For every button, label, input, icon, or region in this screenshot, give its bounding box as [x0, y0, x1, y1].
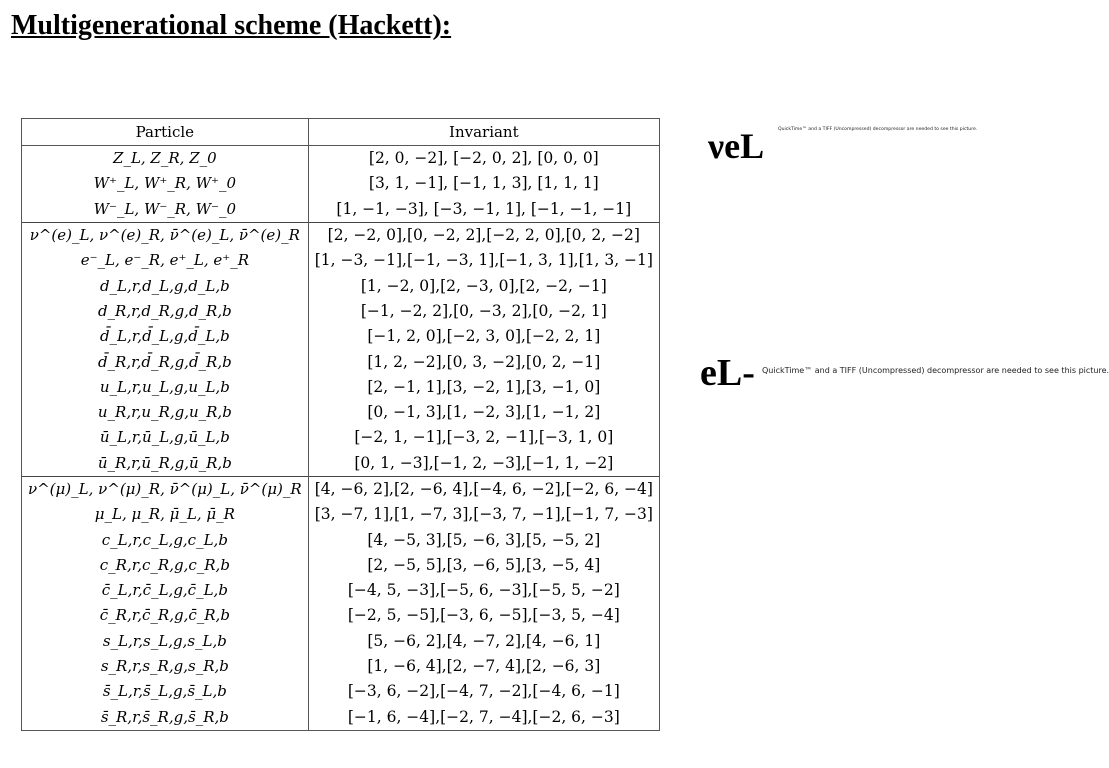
table-row [22, 654, 660, 679]
particle-cell: Z_L, Z_R, Z_0 [22, 146, 309, 172]
invariant-cell: [1, −1, −3], [−3, −1, 1], [−1, −1, −1] [308, 197, 659, 223]
table-row [22, 502, 660, 527]
particle-cell: W⁻_L, W⁻_R, W⁻_0 [22, 197, 309, 223]
invariant-cell: [1, −3, −1],[−1, −3, 1],[−1, 3, 1],[1, 3, −1] [308, 248, 659, 273]
table-row [22, 451, 660, 477]
invariant-cell: [2, −5, 5],[3, −6, 5],[3, −5, 4] [308, 553, 659, 578]
missing-image-placeholder-large: QuickTime™ and a TIFF (Uncompressed) decompressor are needed to see this picture. [762, 366, 1109, 375]
invariant-cell: [0, −1, 3],[1, −2, 3],[1, −1, 2] [308, 400, 659, 425]
table-row [22, 375, 660, 400]
table-row [22, 222, 660, 248]
particle-cell: u_R,r,u_R,g,u_R,b [22, 400, 309, 425]
table-row [22, 197, 660, 223]
particle-cell: ν^(e)_L, ν^(e)_R, ν̄^(e)_L, ν̄^(e)_R [22, 222, 309, 248]
invariant-cell: [−4, 5, −3],[−5, 6, −3],[−5, 5, −2] [308, 578, 659, 603]
electron-label: eL- [700, 352, 755, 394]
particle-cell: d_L,r,d_L,g,d_L,b [22, 273, 309, 298]
particle-cell: d̄_R,r,d̄_R,g,d̄_R,b [22, 349, 309, 374]
particle-cell: μ_L, μ_R, μ̄_L, μ̄_R [22, 502, 309, 527]
particle-cell: ū_R,r,ū_R,g,ū_R,b [22, 451, 309, 477]
invariant-cell: [1, −2, 0],[2, −3, 0],[2, −2, −1] [308, 273, 659, 298]
particle-cell: ν^(μ)_L, ν^(μ)_R, ν̄^(μ)_L, ν̄^(μ)_R [22, 476, 309, 502]
particle-cell: c̄_L,r,c̄_L,g,c̄_L,b [22, 578, 309, 603]
table-row [22, 273, 660, 298]
table-body [22, 146, 660, 731]
electron-neutrino-label: νeL [708, 126, 765, 166]
table-row [22, 171, 660, 196]
table-row [22, 349, 660, 374]
invariant-cell: [−1, 6, −4],[−2, 7, −4],[−2, 6, −3] [308, 705, 659, 731]
invariant-cell: [−2, 1, −1],[−3, 2, −1],[−3, 1, 0] [308, 425, 659, 450]
particle-cell: c_L,r,c_L,g,c_L,b [22, 527, 309, 552]
table-row [22, 299, 660, 324]
table-row [22, 705, 660, 731]
particle-cell: u_L,r,u_L,g,u_L,b [22, 375, 309, 400]
invariant-cell: [−2, 5, −5],[−3, 6, −5],[−3, 5, −4] [308, 603, 659, 628]
particle-cell: c̄_R,r,c̄_R,g,c̄_R,b [22, 603, 309, 628]
invariant-cell: [2, −2, 0],[0, −2, 2],[−2, 2, 0],[0, 2, −2] [308, 222, 659, 248]
invariant-column-header: Invariant [308, 119, 659, 146]
invariant-cell: [1, 2, −2],[0, 3, −2],[0, 2, −1] [308, 349, 659, 374]
invariant-cell: [2, 0, −2], [−2, 0, 2], [0, 0, 0] [308, 146, 659, 172]
invariant-cell: [−3, 6, −2],[−4, 7, −2],[−4, 6, −1] [308, 679, 659, 704]
invariant-cell: [4, −6, 2],[2, −6, 4],[−4, 6, −2],[−2, 6, −4] [308, 476, 659, 502]
particle-cell: e⁻_L, e⁻_R, e⁺_L, e⁺_R [22, 248, 309, 273]
particle-cell: s̄_R,r,s̄_R,g,s̄_R,b [22, 705, 309, 731]
invariant-cell: [3, 1, −1], [−1, 1, 3], [1, 1, 1] [308, 171, 659, 196]
table-header-row [22, 119, 660, 146]
invariant-table [21, 118, 660, 731]
table-row [22, 146, 660, 172]
particle-cell: c_R,r,c_R,g,c_R,b [22, 553, 309, 578]
particle-cell: s_L,r,s_L,g,s_L,b [22, 629, 309, 654]
table-row [22, 324, 660, 349]
particle-cell: s_R,r,s_R,g,s_R,b [22, 654, 309, 679]
particle-cell: ū_L,r,ū_L,g,ū_L,b [22, 425, 309, 450]
missing-image-placeholder-small: QuickTime™ and a TIFF (Uncompressed) decompressor are needed to see this picture. [778, 127, 978, 132]
table-row [22, 400, 660, 425]
table-row [22, 553, 660, 578]
table-row [22, 248, 660, 273]
invariant-cell: [−1, 2, 0],[−2, 3, 0],[−2, 2, 1] [308, 324, 659, 349]
particle-cell: d_R,r,d_R,g,d_R,b [22, 299, 309, 324]
page-title: Multigenerational scheme (Hackett): [11, 10, 452, 41]
table-row [22, 679, 660, 704]
particle-cell: d̄_L,r,d̄_L,g,d̄_L,b [22, 324, 309, 349]
invariant-cell: [−1, −2, 2],[0, −3, 2],[0, −2, 1] [308, 299, 659, 324]
particle-column-header: Particle [22, 119, 309, 146]
invariant-cell: [4, −5, 3],[5, −6, 3],[5, −5, 2] [308, 527, 659, 552]
table-row [22, 578, 660, 603]
table-row [22, 527, 660, 552]
invariant-cell: [5, −6, 2],[4, −7, 2],[4, −6, 1] [308, 629, 659, 654]
invariant-cell: [2, −1, 1],[3, −2, 1],[3, −1, 0] [308, 375, 659, 400]
table-row [22, 603, 660, 628]
invariant-cell: [3, −7, 1],[1, −7, 3],[−3, 7, −1],[−1, 7, −3] [308, 502, 659, 527]
particle-cell: W⁺_L, W⁺_R, W⁺_0 [22, 171, 309, 196]
table-row [22, 629, 660, 654]
particle-cell: s̄_L,r,s̄_L,g,s̄_L,b [22, 679, 309, 704]
table-row [22, 425, 660, 450]
invariant-cell: [1, −6, 4],[2, −7, 4],[2, −6, 3] [308, 654, 659, 679]
table-row [22, 476, 660, 502]
invariant-cell: [0, 1, −3],[−1, 2, −3],[−1, 1, −2] [308, 451, 659, 477]
